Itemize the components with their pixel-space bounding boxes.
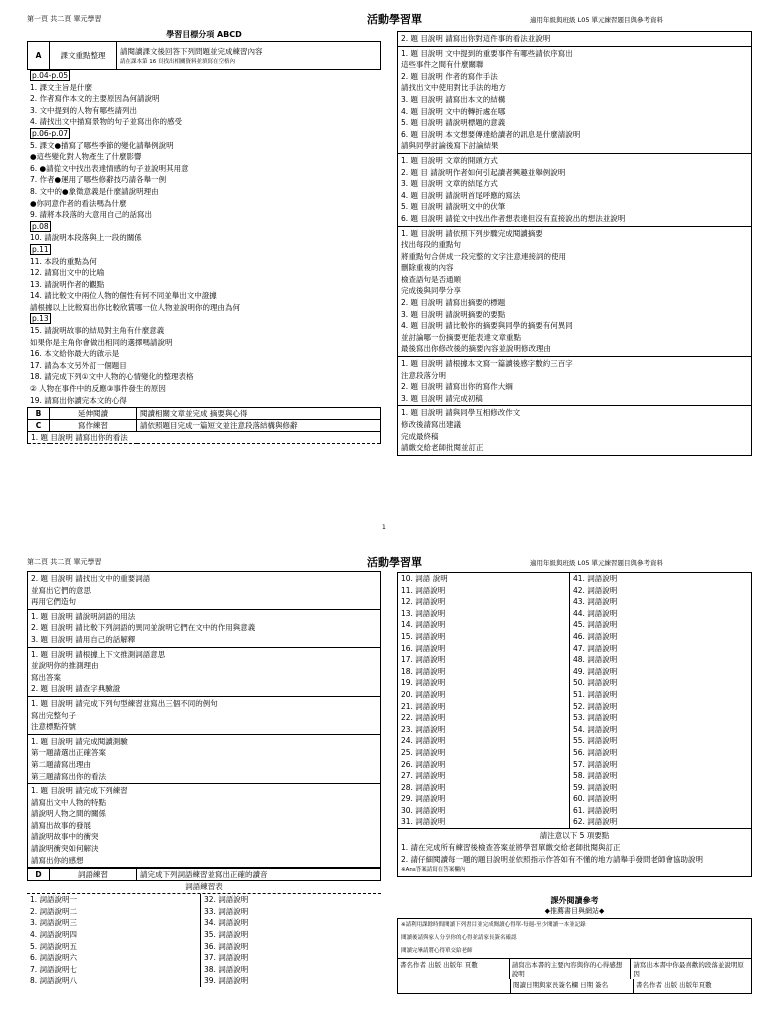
question-block: [397, 46, 752, 153]
question-line: 1. 題 目說明 文章的開頭方式: [401, 155, 498, 165]
page-reference-tag: [30, 313, 381, 325]
question-block: [27, 696, 381, 734]
word-column-2: [201, 894, 248, 987]
question-line: 4. 題 目說明 請說明首尾呼應的寫法: [401, 190, 521, 200]
question-block: [397, 226, 752, 357]
section-a-letter: A: [28, 42, 50, 70]
question-line: 2. 作者寫作本文的主要原因為何請說明: [30, 94, 160, 104]
reference-box: [397, 918, 752, 994]
question-line: 第三題請寫出你的看法: [31, 771, 106, 781]
page-reference-tag: [30, 128, 381, 140]
question-line: 將重點句合併成一段完整的文字注意連接詞的使用: [401, 251, 566, 261]
question-line: 1. 題 目說明 請完成下列練習: [31, 786, 128, 796]
word-item: 41. 詞語說明: [573, 574, 618, 583]
section-bc-table: [27, 407, 381, 444]
word-item: 28. 詞語說明: [401, 782, 446, 792]
section-d-name: 詞語練習: [50, 869, 137, 881]
question-line: 請寫出故事的發展: [31, 820, 91, 830]
reference-line-2: 閱讀後請與家人分享你的心得並請家長簽名確認: [401, 935, 517, 942]
reference-line-3: 閱讀完畢請將心得單交給老師: [401, 948, 473, 955]
question-block: [397, 31, 752, 46]
question-line: 1. 題 目說明 請根據本文寫一篇讀後感字數約三百字: [401, 359, 573, 369]
question-line: 請與同學討論後寫下討論結果: [401, 141, 499, 151]
word-item: 36. 詞語說明: [204, 941, 249, 951]
question-block: [397, 153, 752, 226]
word-item: 38. 詞語說明: [204, 964, 249, 974]
question-line: 2. 題 目 請說明作者如何引起讀者興趣並舉例說明: [401, 167, 566, 177]
question-line: 並寫出它們的意思: [31, 585, 91, 595]
word-item: 3. 詞語說明三: [30, 918, 78, 928]
question-line: 最後寫出你修改後的摘要內容並說明修改理由: [401, 344, 551, 354]
question-block: [397, 356, 752, 405]
word-item: 25. 詞語說明: [401, 747, 446, 757]
question-line: 5. 題 目說明 請說明標題的意義: [401, 118, 506, 128]
section-b-desc: 閱讀相關文章並完成 摘要與心得: [137, 408, 381, 420]
page1-right-column: [397, 31, 752, 456]
question-line: 14. 請比較文中兩位人物的個性有何不同並舉出文中證據: [30, 291, 217, 301]
question-line: 4. 題 目說明 文中的轉折處在哪: [401, 106, 506, 116]
question-line: 16. 本文給你最大的啟示是: [30, 349, 120, 359]
word-item: 8. 詞語說明八: [30, 976, 78, 986]
question-line: 請說明衝突如何解決: [31, 844, 99, 854]
word-column-4: [570, 573, 617, 828]
note-2: 2. 請仔細閱讀每一題的題目說明並依照指示作答如有不懂的地方請舉手發問老師會協助說明: [401, 854, 704, 864]
word-item: 29. 詞語說明: [401, 794, 446, 804]
question-line: ●你同意作者的看法嗎為什麼: [30, 198, 127, 208]
word-item: 32. 詞語說明: [204, 895, 249, 905]
word-table-right: [397, 572, 752, 828]
section-c-desc: 請依照題目完成一篇短文並注意段落結構與修辭: [137, 420, 381, 432]
question-block: [27, 783, 381, 868]
reference-subtitle: ◆推薦書目與網站◆: [544, 907, 605, 916]
word-item: 59. 詞語說明: [573, 782, 618, 792]
section-a-name: 課文重點整理: [50, 42, 117, 70]
section-a-desc-small: 請在課本第 16 頁找出相關資料並填寫在空格內: [120, 59, 235, 65]
word-item: 60. 詞語說明: [573, 794, 618, 804]
question-line: 4. 題 目說明 請比較你的摘要與同學的摘要有何異同: [401, 321, 573, 331]
question-line: 6. 題 目說明 請從文中找出作者想表達但沒有直接說出的想法並說明: [401, 213, 626, 223]
word-item: 15. 詞語說明: [401, 631, 446, 641]
word-item: 22. 詞語說明: [401, 713, 446, 723]
reference-cell-3: 請寫出本書中你最喜歡的段落並說明原因: [633, 961, 744, 979]
reference-cell-5: 閱讀日期與家長簽名欄 日期 簽名: [511, 979, 634, 993]
reference-cells: [398, 958, 751, 979]
question-line: 修改後請寫出建議: [401, 420, 461, 429]
word-item: 62. 詞語說明: [573, 817, 618, 827]
word-item: 14. 詞語說明: [401, 620, 446, 630]
page-number: 1: [382, 524, 386, 531]
page-reference-label: p.11: [32, 244, 49, 254]
section-a-questions: [27, 70, 381, 406]
word-item: 23. 詞語說明: [401, 724, 446, 734]
word-item: 46. 詞語說明: [573, 631, 618, 641]
page2-left-column: [27, 571, 381, 987]
page2-header-left: 第二頁 共二頁 單元學習: [27, 558, 102, 566]
question-line: 請根據以上比較寫出你比較欣賞哪一位人物並說明你的理由為何: [30, 302, 240, 312]
question-line: 13. 請說明作者的觀點: [30, 279, 105, 289]
question-line: 15. 請說明故事的結局對主角有什麼意義: [30, 326, 165, 336]
question-line: 並討論哪一份摘要更能表達文章重點: [401, 332, 521, 342]
section-c-first-question: 1. 題 目說明 請寫出你的看法: [28, 432, 381, 444]
question-line: 檢查語句是否通順: [401, 274, 461, 284]
section-b-letter: B: [28, 408, 50, 420]
word-item: 49. 詞語說明: [573, 666, 618, 676]
word-column-1: [27, 894, 201, 987]
question-line: 1. 題 目說明 請依照下列步驟完成閱讀摘要: [401, 228, 543, 238]
question-line: 4. 請找出文中描寫景物的句子並寫出你的感受: [30, 117, 183, 127]
word-item: 2. 詞語說明二: [30, 906, 78, 916]
question-line: 6. 題 目說明 本文想要傳達給讀者的訊息是什麼請說明: [401, 129, 581, 139]
word-item: 6. 詞語說明六: [30, 953, 78, 963]
word-item: 57. 詞語說明: [573, 759, 618, 769]
word-item: 47. 詞語說明: [573, 643, 618, 653]
word-item: 56. 詞語說明: [573, 747, 618, 757]
notes-title: 請注意以下 5 項要點: [539, 831, 610, 841]
question-line: 並說明你的推測理由: [31, 661, 99, 671]
word-item: 24. 詞語說明: [401, 736, 446, 746]
word-table: [27, 893, 381, 987]
word-item: 7. 詞語說明七: [30, 964, 78, 974]
page2-left-blocks: [27, 571, 381, 868]
page-reference-label: p.08: [32, 221, 49, 231]
question-line: 請找出文中使用對比手法的地方: [401, 83, 506, 93]
question-line: 2. 題 目說明 請比較下列詞語的異同並說明它們在文中的作用與意義: [31, 623, 256, 633]
question-block: [27, 734, 381, 783]
question-line: 請說明故事中的衝突: [31, 832, 99, 842]
word-item: 4. 詞語說明四: [30, 930, 78, 940]
question-line: 第一題請選出正確答案: [31, 748, 106, 758]
question-line: 1. 題 目說明 請完成閱讀測驗: [31, 736, 128, 746]
note-1: 1. 請在完成所有練習後檢查答案並將學習單繳交給老師批閱與訂正: [401, 843, 621, 853]
section-d-desc: 請完成下列詞語練習並寫出正確的讀音: [137, 869, 381, 881]
page1-title: 活動學習單: [367, 13, 422, 26]
section-d-letter: D: [28, 869, 50, 881]
word-item: 43. 詞語說明: [573, 597, 618, 607]
page-reference-tag: [30, 244, 381, 256]
page2-title: 活動學習單: [367, 556, 422, 569]
section-d-table: [27, 868, 381, 881]
question-line: 寫出答案: [31, 672, 61, 682]
word-item: 54. 詞語說明: [573, 724, 618, 734]
question-line: 完成最終稿: [401, 431, 439, 441]
question-line: 3. 題 目說明 請完成初稿: [401, 393, 483, 403]
page-reference-tag: [30, 221, 381, 233]
word-item: 51. 詞語說明: [573, 689, 618, 699]
question-line: 6. ●請從文中找出表達情感的句子並說明其用意: [30, 163, 189, 173]
reference-title: 課外閱讀參考: [550, 896, 599, 906]
question-line: 9. 請將本段落的大意用自己的話寫出: [30, 210, 153, 220]
question-line: ② 人物在事件中的反應③事件發生的原因: [30, 384, 166, 394]
word-item: 16. 詞語說明: [401, 643, 446, 653]
section-c-letter: C: [28, 420, 50, 432]
word-item: 45. 詞語說明: [573, 620, 618, 630]
question-line: 10. 請說明本段落與上一段的關係: [30, 233, 142, 243]
question-line: 請寫出你的感想: [31, 855, 84, 865]
word-item: 13. 詞語說明: [401, 608, 446, 618]
question-line: 1. 題 目說明 請與同學互相修改作文: [401, 408, 521, 418]
question-line: 寫出完整句子: [31, 710, 76, 720]
word-item: 61. 詞語說明: [573, 805, 618, 815]
reference-line-1: ※請利用課餘時間閱讀下列書目並完成閱讀心得單-每週-至少閱讀一本並記錄: [401, 922, 586, 929]
notes-box: [397, 828, 752, 877]
question-line: 2. 題 目說明 作者的寫作手法: [401, 71, 498, 81]
reference-cell-4: [398, 979, 511, 993]
word-column-3: [398, 573, 570, 828]
word-item: 10. 詞語 說明: [401, 574, 448, 583]
page-reference-tag: [30, 70, 381, 82]
question-line: ●這些變化對人物產生了什麼影響: [30, 152, 142, 162]
question-line: 5. 課文●描寫了哪些季節的變化請舉例說明: [30, 140, 174, 150]
question-line: 12. 請寫出文中的比喻: [30, 268, 105, 278]
question-line: 8. 文中的●象徵意義是什麼請說明理由: [30, 186, 159, 196]
question-line: 請繳交給老師批閱並訂正: [401, 443, 484, 453]
word-item: 30. 詞語說明: [401, 805, 446, 815]
question-line: 1. 題 目說明 請根據上下文推測詞語意思: [31, 649, 166, 659]
section-title: 學習目標分項 ABCD: [166, 30, 242, 39]
question-line: 3. 文中提到的人物有哪些請列出: [30, 105, 138, 115]
question-line: 5. 題 目說明 請說明文中的伏筆: [401, 202, 506, 212]
question-line: 注意標點符號: [31, 722, 76, 732]
page-reference-label: p.04-p.05: [32, 71, 69, 80]
word-item: 5. 詞語說明五: [30, 941, 78, 951]
word-item: 18. 詞語說明: [401, 666, 446, 676]
page2-right-column: [397, 572, 752, 994]
page1-header-right: 適用年級與班級 L05 單元練習題目與參考資料: [530, 16, 664, 24]
note-small: ※Ans答案請寫在答案欄內: [401, 867, 466, 874]
question-line: 再用它們造句: [31, 597, 76, 607]
page1-header-left: 第一頁 共二頁 單元學習: [27, 15, 102, 23]
question-line: 請說明人物之間的關係: [31, 809, 106, 819]
question-line: 7. 作者●運用了哪些修辭技巧請各舉一例: [30, 175, 167, 185]
question-line: 2. 題 目說明 請寫出摘要的標題: [401, 298, 506, 308]
word-item: 39. 詞語說明: [204, 976, 249, 986]
question-block: [27, 571, 381, 609]
page1-left-column: [27, 29, 381, 444]
word-item: 52. 詞語說明: [573, 701, 618, 711]
question-line: 3. 題 目說明 請寫出本文的結構: [401, 94, 506, 104]
section-a-desc: 請閱讀課文後回答下列問題並完成練習內容: [120, 47, 263, 56]
word-item: 12. 詞語說明: [401, 597, 446, 607]
question-block: [27, 647, 381, 696]
question-line: 第二題請寫出理由: [31, 759, 91, 769]
word-item: 35. 詞語說明: [204, 930, 249, 940]
page2-header-right: 適用年級與班級 L05 單元練習題目與參考資料: [530, 559, 664, 567]
word-item: 11. 詞語說明: [401, 585, 446, 595]
question-line: 2. 題 目說明 請查字典驗證: [31, 684, 121, 694]
word-item: 58. 詞語說明: [573, 771, 618, 781]
question-line: 3. 題 目說明 請用自己的話解釋: [31, 634, 136, 644]
question-line: 1. 題 目說明 請完成下列句型練習並寫出三個不同的例句: [31, 698, 218, 708]
word-item: 42. 詞語說明: [573, 585, 618, 595]
word-item: 53. 詞語說明: [573, 713, 618, 723]
word-item: 20. 詞語說明: [401, 689, 446, 699]
question-line: 2. 題 目說明 請寫出你的寫作大綱: [401, 382, 513, 392]
question-line: 這些事件之間有什麼關聯: [401, 60, 484, 70]
word-item: 34. 詞語說明: [204, 918, 249, 928]
question-line: 刪除重複的內容: [401, 263, 454, 273]
word-item: 26. 詞語說明: [401, 759, 446, 769]
question-line: 如果你是主角你會做出相同的選擇嗎請說明: [30, 337, 173, 347]
word-item: 1. 詞語說明一: [30, 895, 78, 905]
question-line: 找出每段的重點句: [401, 240, 461, 250]
page-reference-label: p.06-p.07: [32, 128, 69, 138]
question-line: 3. 題 目說明 文章的結尾方式: [401, 179, 498, 189]
question-line: 1. 題 目說明 文中提到的重要事件有哪些請依序寫出: [401, 48, 573, 58]
question-block: [397, 405, 752, 455]
reference-cell-6: 書名作者 出版 出版年頁數: [636, 981, 712, 990]
word-item: 27. 詞語說明: [401, 771, 446, 781]
section-c-name: 寫作練習: [50, 420, 137, 432]
word-item: 31. 詞語說明: [401, 817, 446, 827]
question-line: 11. 本段的重點為何: [30, 256, 97, 266]
word-item: 21. 詞語說明: [401, 701, 446, 711]
section-b-name: 延伸閱讀: [50, 408, 137, 420]
word-item: 37. 詞語說明: [204, 953, 249, 963]
word-item: 44. 詞語說明: [573, 608, 618, 618]
question-line: 完成後與同學分享: [401, 286, 461, 296]
word-item: 33. 詞語說明: [204, 906, 249, 916]
question-line: 2. 題 目說明 請找出文中的重要詞語: [31, 574, 151, 583]
question-line: 2. 題 目說明 請寫出你對這件事的看法並說明: [401, 34, 551, 43]
question-line: 3. 題 目說明 請說明摘要的要點: [401, 309, 506, 319]
word-item: 48. 詞語說明: [573, 655, 618, 665]
reference-cell-1: 書名作者 出版 出版年 頁數: [398, 959, 510, 979]
reference-cells-2: [398, 979, 751, 993]
question-line: 1. 題 目說明 請說明詞語的用法: [31, 611, 136, 621]
question-block: [27, 609, 381, 647]
section-a-table: [27, 41, 381, 70]
question-line: 請寫出文中人物的特點: [31, 797, 106, 807]
question-line: 注意段落分明: [401, 370, 446, 380]
page-reference-label: p.13: [32, 314, 49, 324]
word-item: 55. 詞語說明: [573, 736, 618, 746]
word-table-title: 詞語練習表: [185, 882, 223, 892]
word-item: 50. 詞語說明: [573, 678, 618, 688]
reference-cell-2: 請寫出本書的主要內容與你的心得感想 說明: [510, 959, 632, 979]
question-line: 18. 請完成下列①文中人物的心情變化的整理表格: [30, 372, 194, 382]
question-line: 19. 請寫出你讀完本文的心得: [30, 395, 127, 405]
word-item: 17. 詞語說明: [401, 655, 446, 665]
word-item: 19. 詞語說明: [401, 678, 446, 688]
question-line: 17. 請為本文另外訂一個題目: [30, 360, 127, 370]
question-line: 1. 課文主旨是什麼: [30, 82, 93, 92]
